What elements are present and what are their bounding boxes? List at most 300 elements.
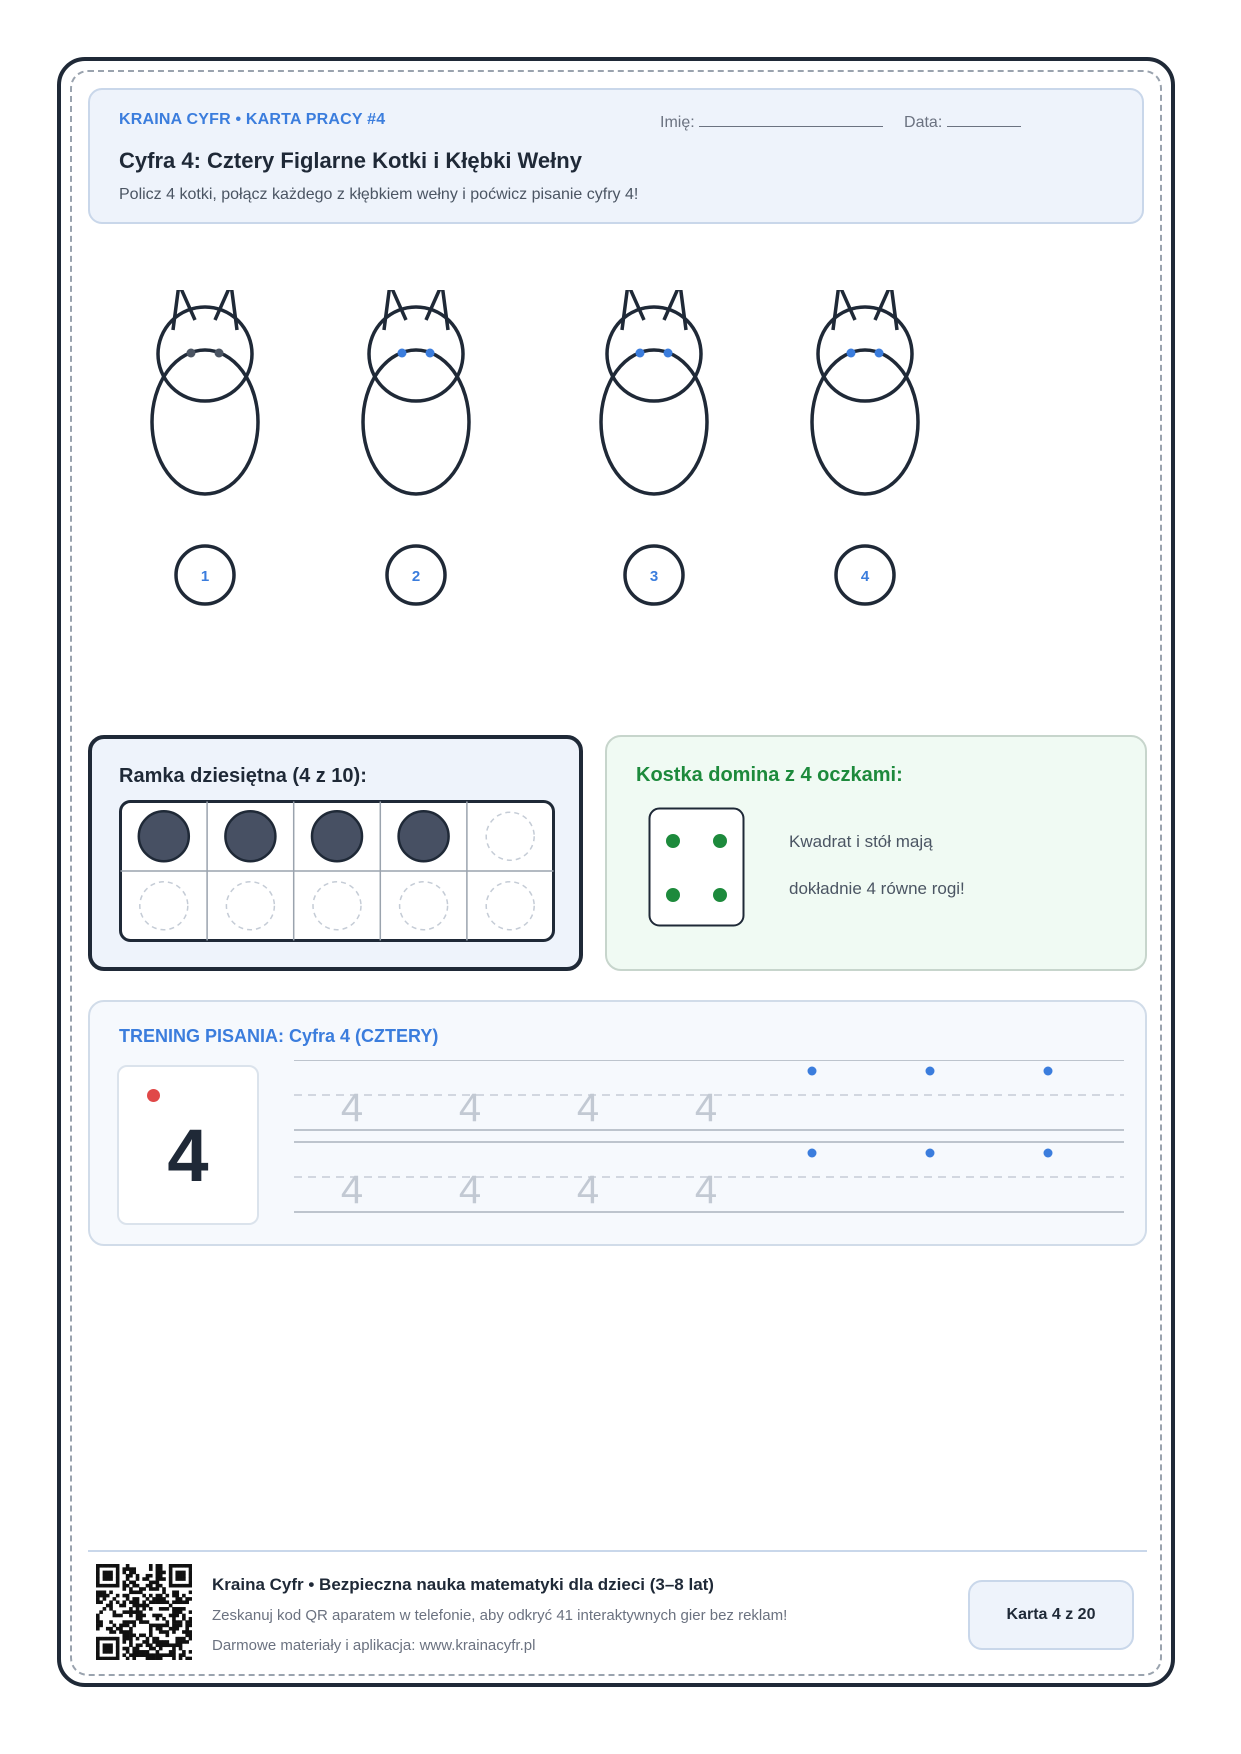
cat-body [812,350,918,494]
domino-tile [648,807,748,929]
qr-module [166,1634,170,1638]
qr-module [172,1630,176,1634]
qr-module [189,1584,192,1588]
qr-module [103,1594,107,1598]
qr-module [122,1610,126,1614]
qr-module [179,1600,183,1604]
qr-module [189,1581,192,1585]
brand-label: KRAINA CYFR • KARTA PRACY #4 [119,111,386,128]
qr-module [159,1627,163,1631]
qr-module [106,1637,110,1641]
qr-module [179,1564,183,1568]
qr-module [126,1634,130,1638]
trace-digit: 4 [576,1168,600,1212]
qr-module [139,1650,143,1654]
qr-module [175,1600,179,1604]
qr-module [126,1594,130,1598]
qr-module [99,1590,103,1594]
cat-body [363,350,469,494]
trace-digit: 4 [340,1168,364,1212]
qr-module [172,1614,176,1618]
qr-module [159,1657,163,1660]
cat-eye-right [875,349,884,358]
qr-module [139,1590,143,1594]
qr-module [132,1653,136,1657]
qr-module [129,1614,133,1618]
qr-module [179,1574,183,1578]
start-dot [1044,1067,1053,1076]
qr-module [116,1650,120,1654]
qr-module [139,1653,143,1657]
qr-module [169,1650,173,1654]
ten-frame-counter-filled [399,811,449,861]
yarn-ball-label: 3 [649,568,659,585]
cat-eye-right [426,349,435,358]
qr-module [109,1637,113,1641]
qr-module [156,1657,160,1660]
qr-module [109,1577,113,1581]
qr-module [129,1600,133,1604]
ten-frame [119,800,555,942]
qr-module [142,1594,146,1598]
qr-module [96,1614,100,1618]
qr-module [99,1637,103,1641]
qr-module [109,1584,113,1588]
qr-module [149,1647,153,1651]
qr-module [179,1577,183,1581]
qr-module [132,1610,136,1614]
cats-illustration [100,290,1020,620]
qr-module [109,1650,113,1654]
qr-module [182,1571,186,1575]
qr-module [152,1587,156,1591]
qr-module [96,1571,100,1575]
qr-module [129,1607,133,1611]
qr-module [109,1600,113,1604]
qr-module [172,1627,176,1631]
qr-module [166,1620,170,1624]
qr-module [172,1647,176,1651]
qr-module [166,1600,170,1604]
qr-module [175,1597,179,1601]
qr-module [126,1597,130,1601]
qr-module [179,1637,183,1641]
cat-4 [812,290,918,604]
qr-module [96,1564,100,1568]
date-line[interactable] [947,112,1021,127]
qr-module [126,1584,130,1588]
qr-module [152,1657,156,1660]
qr-module [185,1657,189,1660]
qr-module [175,1564,179,1568]
qr-module [182,1637,186,1641]
qr-module [132,1571,136,1575]
qr-module [116,1584,120,1588]
qr-module [156,1640,160,1644]
qr-module [106,1594,110,1598]
qr-module [109,1564,113,1568]
qr-module [175,1614,179,1618]
qr-module [152,1614,156,1618]
qr-module [152,1624,156,1628]
qr-module [96,1581,100,1585]
qr-module [136,1577,140,1581]
qr-module [132,1650,136,1654]
qr-module [156,1643,160,1647]
qr-module [149,1607,153,1611]
qr-module [103,1650,107,1654]
qr-module [99,1610,103,1614]
qr-module [103,1564,107,1568]
qr-module [96,1590,100,1594]
footer-qr-text: Zeskanuj kod QR aparatem w telefonie, aby odkryć 41 interaktywnych gier bez reklam! [212,1607,788,1624]
start-dot [808,1149,817,1158]
qr-module [126,1630,130,1634]
qr-module [132,1581,136,1585]
start-dot [926,1149,935,1158]
qr-module [152,1640,156,1644]
qr-module [189,1634,192,1638]
trace-digit: 4 [694,1168,718,1212]
qr-module [189,1637,192,1641]
qr-module [96,1653,100,1657]
qr-module [103,1574,107,1578]
qr-module [132,1624,136,1628]
qr-module [156,1574,160,1578]
qr-module [169,1564,173,1568]
qr-module [96,1640,100,1644]
qr-module [159,1607,163,1611]
qr-module [122,1567,126,1571]
qr-module [185,1564,189,1568]
qr-module [146,1637,150,1641]
qr-module [175,1637,179,1641]
qr-module [169,1604,173,1608]
qr-module [129,1590,133,1594]
qr-module [182,1584,186,1588]
qr-module [156,1600,160,1604]
ten-frame-counter-filled [225,811,275,861]
qr-module [146,1584,150,1588]
qr-module [156,1587,160,1591]
footer-title: Kraina Cyfr • Bezpieczna nauka matematyki dla dzieci (3–8 lat) [212,1575,714,1594]
qr-module [106,1577,110,1581]
qr-module [126,1657,130,1660]
qr-module [162,1577,166,1581]
qr-module [106,1627,110,1631]
qr-module [159,1571,163,1575]
qr-module [179,1610,183,1614]
qr-module [122,1630,126,1634]
qr-module [113,1657,117,1660]
qr-module [185,1630,189,1634]
domino-tile-body [650,809,744,926]
page-subtitle: Policz 4 kotki, połącz każdego z kłębkiem wełny i poćwicz pisanie cyfry 4! [119,186,639,203]
qr-module [139,1610,143,1614]
qr-module [182,1600,186,1604]
qr-module [99,1620,103,1624]
qr-module [162,1607,166,1611]
qr-module [132,1590,136,1594]
qr-module [129,1571,133,1575]
qr-module [169,1567,173,1571]
qr-module [185,1597,189,1601]
qr-code[interactable] [96,1564,192,1660]
worksheet-header [88,88,1144,224]
qr-module [182,1607,186,1611]
qr-module [162,1617,166,1621]
qr-module [149,1634,153,1638]
page-number-badge: Karta 4 z 20 [968,1580,1134,1650]
qr-module [182,1594,186,1598]
qr-module [129,1567,133,1571]
qr-module [113,1637,117,1641]
qr-module [182,1574,186,1578]
qr-module [122,1571,126,1575]
qr-module [149,1600,153,1604]
qr-module [96,1594,100,1598]
qr-module [172,1607,176,1611]
qr-module [182,1617,186,1621]
qr-module [156,1650,160,1654]
qr-module [122,1647,126,1651]
qr-module [116,1600,120,1604]
qr-module [152,1647,156,1651]
qr-module [172,1653,176,1657]
qr-module [129,1637,133,1641]
qr-module [116,1643,120,1647]
qr-module [136,1610,140,1614]
qr-module [175,1577,179,1581]
qr-module [139,1587,143,1591]
qr-module [149,1657,153,1660]
qr-module [156,1564,160,1568]
cat-3 [601,290,707,604]
qr-module [116,1637,120,1641]
qr-module [172,1617,176,1621]
qr-module [96,1643,100,1647]
qr-module [172,1564,176,1568]
qr-module [106,1650,110,1654]
qr-module [99,1594,103,1598]
domino-pip [666,834,680,848]
cat-head [369,307,463,401]
qr-module [136,1600,140,1604]
qr-module [109,1657,113,1660]
qr-module [132,1620,136,1624]
qr-module [122,1604,126,1608]
qr-module [106,1643,110,1647]
qr-module [122,1600,126,1604]
qr-module [179,1643,183,1647]
qr-module [156,1624,160,1628]
qr-module [126,1574,130,1578]
qr-module [119,1624,123,1628]
qr-module [159,1594,163,1598]
qr-module [185,1624,189,1628]
trace-digit: 4 [576,1086,600,1130]
qr-module [116,1647,120,1651]
qr-module [172,1657,176,1660]
qr-module [162,1624,166,1628]
trace-digit: 4 [458,1086,482,1130]
ten-frame-counter-filled [139,811,189,861]
qr-module [175,1590,179,1594]
qr-module [136,1607,140,1611]
qr-module [96,1584,100,1588]
qr-module [122,1624,126,1628]
qr-module [169,1581,173,1585]
qr-module [159,1624,163,1628]
qr-module [122,1584,126,1588]
qr-module [126,1650,130,1654]
cat-head [158,307,252,401]
qr-module [172,1610,176,1614]
qr-module [156,1571,160,1575]
qr-module [156,1637,160,1641]
qr-module [189,1610,192,1614]
qr-module [109,1643,113,1647]
qr-module [149,1564,153,1568]
qr-module [146,1643,150,1647]
qr-module [139,1643,143,1647]
qr-module [175,1640,179,1644]
qr-module [129,1610,133,1614]
page-title: Cyfra 4: Cztery Figlarne Kotki i Kłębki Wełny [119,148,582,173]
qr-module [156,1567,160,1571]
qr-module [132,1600,136,1604]
qr-module [189,1571,192,1575]
qr-module [179,1607,183,1611]
qr-module [175,1607,179,1611]
qr-module [179,1584,183,1588]
qr-module [103,1657,107,1660]
qr-module [175,1594,179,1598]
qr-module [146,1597,150,1601]
qr-module [169,1614,173,1618]
qr-module [132,1647,136,1651]
qr-module [182,1640,186,1644]
qr-module [132,1657,136,1660]
qr-module [156,1653,160,1657]
yarn-ball-label: 4 [860,568,870,585]
trace-digit: 4 [340,1086,364,1130]
qr-module [99,1657,103,1660]
qr-module [116,1577,120,1581]
model-digit: 4 [167,1114,209,1197]
qr-module [116,1574,120,1578]
qr-module [162,1653,166,1657]
qr-module [189,1597,192,1601]
qr-module [149,1630,153,1634]
qr-module [175,1643,179,1647]
qr-module [113,1584,117,1588]
qr-module [99,1600,103,1604]
qr-module [169,1574,173,1578]
qr-module [156,1577,160,1581]
writing-practice-card [88,1000,1147,1246]
trace-digit: 4 [458,1168,482,1212]
qr-module [116,1657,120,1660]
qr-module [175,1584,179,1588]
qr-module [185,1584,189,1588]
domino-text-line-1: Kwadrat i stół mają [789,832,933,851]
qr-module [149,1643,153,1647]
qr-module [136,1614,140,1618]
qr-module [136,1653,140,1657]
qr-module [119,1604,123,1608]
qr-module [179,1624,183,1628]
qr-module [96,1650,100,1654]
cat-head [818,307,912,401]
writing-lines[interactable] [294,1060,1124,1230]
qr-module [109,1590,113,1594]
qr-module [149,1594,153,1598]
qr-module [113,1630,117,1634]
qr-module [96,1574,100,1578]
yarn-ball-label: 2 [411,568,421,585]
qr-module [116,1564,120,1568]
qr-module [116,1571,120,1575]
cat-eye-right [664,349,673,358]
qr-module [146,1657,150,1660]
qr-module [116,1567,120,1571]
qr-module [142,1620,146,1624]
qr-module [122,1594,126,1598]
qr-module [129,1634,133,1638]
qr-module [146,1653,150,1657]
qr-module [149,1587,153,1591]
qr-module [139,1617,143,1621]
qr-module [119,1627,123,1631]
qr-module [136,1650,140,1654]
qr-module [126,1610,130,1614]
qr-module [103,1590,107,1594]
qr-module [159,1630,163,1634]
qr-module [169,1577,173,1581]
qr-module [136,1597,140,1601]
qr-module [113,1610,117,1614]
date-label: Data: [904,114,943,131]
qr-module [136,1590,140,1594]
qr-module [116,1594,120,1598]
qr-module [96,1657,100,1660]
qr-module [103,1607,107,1611]
qr-module [166,1653,170,1657]
digit-model-box [117,1065,259,1225]
qr-module [103,1584,107,1588]
name-line[interactable] [699,112,883,127]
qr-module [116,1653,120,1657]
qr-module [179,1647,183,1651]
qr-module [126,1624,130,1628]
qr-module [136,1643,140,1647]
qr-module [126,1567,130,1571]
qr-module [169,1643,173,1647]
qr-module [129,1620,133,1624]
qr-module [162,1600,166,1604]
start-dot [926,1067,935,1076]
qr-module [139,1604,143,1608]
qr-module [189,1574,192,1578]
qr-module [159,1647,163,1651]
cat-body [152,350,258,494]
qr-module [175,1620,179,1624]
qr-module [189,1590,192,1594]
cat-eye-left [847,349,856,358]
qr-module [166,1640,170,1644]
qr-module [109,1607,113,1611]
